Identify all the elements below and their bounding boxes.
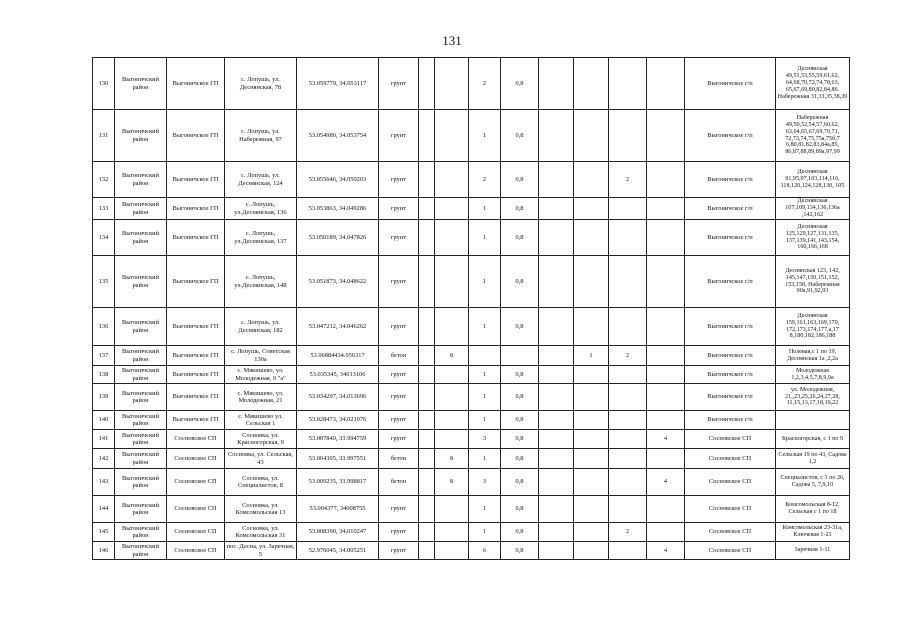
row-number: 137 <box>93 346 115 366</box>
volume-cell: 0,8 <box>501 384 539 411</box>
container-count-cell: 3 <box>469 469 501 496</box>
surface-cell: грунт <box>379 220 419 256</box>
value-cell <box>539 449 574 469</box>
surface-cell: грунт <box>379 384 419 411</box>
row-number: 141 <box>93 430 115 449</box>
value-cell <box>647 162 685 198</box>
surface-cell: грунт <box>379 256 419 308</box>
coordinates-cell: 53.004305, 33.997551 <box>297 449 379 469</box>
table-row <box>93 496 850 523</box>
row-number: 143 <box>93 469 115 496</box>
container-count-cell: 1 <box>469 496 501 523</box>
table-row <box>93 411 850 430</box>
value-cell <box>609 308 647 346</box>
row-number: 140 <box>93 411 115 430</box>
container-count-cell: 2 <box>469 58 501 110</box>
settlement-cell: Выгоничское ГП <box>167 384 225 411</box>
value-cell <box>539 496 574 523</box>
row-number: 145 <box>93 523 115 542</box>
coordinates-cell: 53.047212, 34.046262 <box>297 308 379 346</box>
coordinates-cell: 53.035345, 34013106 <box>297 366 379 384</box>
address-cell: с. Лопушь, ул.Деснянская, 148 <box>225 256 297 308</box>
value-cell: 8 <box>435 469 469 496</box>
table-row <box>93 366 850 384</box>
district-cell: Выгоничский район <box>115 198 167 220</box>
value-cell <box>574 308 609 346</box>
empty-cell <box>419 449 435 469</box>
container-count-cell: 1 <box>469 198 501 220</box>
served-addresses-cell: Деснянская 125,129,127,131,135, 137,139,141,143,154, 160,166,168 <box>776 220 850 256</box>
district-cell: Выгоничский район <box>115 542 167 560</box>
value-cell <box>609 449 647 469</box>
container-count-cell: 1 <box>469 308 501 346</box>
served-addresses-cell: Набережная 49,50,52,54,57,60,62, 63,64,65,67,69,70,71, 72,73,74,75,75а,75б,7 6,80,81,82,83,84а,85, 86,87,88,89,89а,97,99 <box>776 110 850 162</box>
value-cell <box>539 523 574 542</box>
container-count-cell: 1 <box>469 256 501 308</box>
value-cell <box>574 496 609 523</box>
value-cell <box>435 220 469 256</box>
district-cell: Выгоничский район <box>115 366 167 384</box>
address-cell: Сосновка, ул. Комсомольская 13 <box>225 496 297 523</box>
coordinates-cell: 52.976045, 34.005251 <box>297 542 379 560</box>
address-cell: с. Мякишево, ул. Молодежная, 21 <box>225 384 297 411</box>
table-row <box>93 162 850 198</box>
value-cell <box>539 469 574 496</box>
waste-sites-table <box>92 57 850 560</box>
value-cell <box>574 58 609 110</box>
owner-cell: Выгоничское г/п <box>685 411 776 430</box>
container-count-cell: 3 <box>469 430 501 449</box>
value-cell <box>609 430 647 449</box>
value-cell <box>609 384 647 411</box>
settlement-cell: Сосновское СП <box>167 449 225 469</box>
value-cell <box>647 110 685 162</box>
value-cell <box>435 162 469 198</box>
row-number: 132 <box>93 162 115 198</box>
value-cell <box>647 496 685 523</box>
served-addresses-cell: Деснянская 91,95,97,103,114,116, 118,120,124,128,130, 105 <box>776 162 850 198</box>
container-count-cell: 6 <box>469 542 501 560</box>
empty-cell <box>419 430 435 449</box>
served-addresses-cell: Красногорская, с 1 по 9 <box>776 430 850 449</box>
address-cell: с. Лопушь, Советская 130а <box>225 346 297 366</box>
value-cell <box>539 346 574 366</box>
owner-cell: Сосновское СП <box>685 469 776 496</box>
served-addresses-cell: Заречная 1-11 <box>776 542 850 560</box>
settlement-cell: Выгоничское ГП <box>167 308 225 346</box>
value-cell <box>609 220 647 256</box>
coordinates-cell: 53.055646, 34.050203 <box>297 162 379 198</box>
container-count-cell: 1 <box>469 523 501 542</box>
container-count-cell: 1 <box>469 384 501 411</box>
served-addresses-cell: Комсомольская 23-31а, Ключевая 1-23 <box>776 523 850 542</box>
settlement-cell: Сосновское СП <box>167 430 225 449</box>
value-cell <box>435 308 469 346</box>
value-cell <box>647 366 685 384</box>
volume-cell: 0,8 <box>501 411 539 430</box>
row-number: 142 <box>93 449 115 469</box>
value-cell <box>539 366 574 384</box>
row-number: 134 <box>93 220 115 256</box>
settlement-cell: Сосновское СП <box>167 469 225 496</box>
address-cell: с. Мякишево, ул. Молодежная, 9 "а" <box>225 366 297 384</box>
volume-cell <box>501 346 539 366</box>
district-cell: Выгоничский район <box>115 58 167 110</box>
value-cell <box>539 162 574 198</box>
district-cell: Выгоничский район <box>115 162 167 198</box>
settlement-cell: Выгоничское ГП <box>167 198 225 220</box>
owner-cell: Сосновское СП <box>685 523 776 542</box>
value-cell <box>539 58 574 110</box>
value-cell <box>435 542 469 560</box>
empty-cell <box>419 220 435 256</box>
value-cell <box>574 256 609 308</box>
table-row <box>93 523 850 542</box>
volume-cell: 0,8 <box>501 542 539 560</box>
volume-cell: 0,8 <box>501 110 539 162</box>
value-cell <box>539 220 574 256</box>
owner-cell: Сосновское СП <box>685 430 776 449</box>
owner-cell: Сосновское СП <box>685 449 776 469</box>
row-number: 130 <box>93 58 115 110</box>
value-cell <box>435 411 469 430</box>
coordinates-cell: 53.06884434.056317 <box>297 346 379 366</box>
served-addresses-cell: Полевая,с 1 по 19, Деснянская 1а ,2,2а <box>776 346 850 366</box>
served-addresses-cell: Деснянская 49,51,53,55,59,61,62, 64,68,70,72,74,78,63, 65,67,69,80,82,84,86. Набережная 31,33,35,38,39 <box>776 58 850 110</box>
value-cell <box>574 198 609 220</box>
empty-cell <box>419 198 435 220</box>
empty-cell <box>419 366 435 384</box>
surface-cell: бетон <box>379 346 419 366</box>
value-cell <box>539 430 574 449</box>
volume-cell: 0,8 <box>501 308 539 346</box>
district-cell: Выгоничский район <box>115 220 167 256</box>
empty-cell <box>419 110 435 162</box>
value-cell <box>435 384 469 411</box>
value-cell <box>435 496 469 523</box>
address-cell: с. Лопушь, ул.Деснянская, 137 <box>225 220 297 256</box>
empty-cell <box>419 308 435 346</box>
coordinates-cell: 53.007840, 33.994759 <box>297 430 379 449</box>
volume-cell: 0,8 <box>501 58 539 110</box>
table-row <box>93 430 850 449</box>
value-cell <box>574 220 609 256</box>
table-row <box>93 58 850 110</box>
container-count-cell: 1 <box>469 449 501 469</box>
owner-cell: Выгоничское г/п <box>685 220 776 256</box>
surface-cell: грунт <box>379 162 419 198</box>
row-number: 139 <box>93 384 115 411</box>
value-cell <box>647 220 685 256</box>
district-cell: Выгоничский район <box>115 256 167 308</box>
empty-cell <box>419 346 435 366</box>
value-cell <box>435 256 469 308</box>
row-number: 136 <box>93 308 115 346</box>
value-cell <box>435 523 469 542</box>
table-row <box>93 542 850 560</box>
row-number: 133 <box>93 198 115 220</box>
district-cell: Выгоничский район <box>115 346 167 366</box>
settlement-cell: Сосновское СП <box>167 523 225 542</box>
settlement-cell: Выгоничское ГП <box>167 411 225 430</box>
value-cell <box>435 430 469 449</box>
surface-cell: грунт <box>379 198 419 220</box>
value-cell <box>539 198 574 220</box>
value-cell: 2 <box>609 523 647 542</box>
page-number: 131 <box>442 33 462 48</box>
address-cell: Сосновка, ул. Специалистов, 8 <box>225 469 297 496</box>
value-cell: 2 <box>609 346 647 366</box>
table-row <box>93 346 850 366</box>
volume-cell: 0,8 <box>501 256 539 308</box>
coordinates-cell: 53.034297, 34.013696 <box>297 384 379 411</box>
empty-cell <box>419 384 435 411</box>
district-cell: Выгоничский район <box>115 110 167 162</box>
value-cell <box>647 411 685 430</box>
volume-cell: 0,8 <box>501 366 539 384</box>
value-cell <box>609 469 647 496</box>
volume-cell: 0,8 <box>501 220 539 256</box>
value-cell <box>647 346 685 366</box>
settlement-cell: Сосновское СП <box>167 542 225 560</box>
row-number: 138 <box>93 366 115 384</box>
empty-cell <box>419 256 435 308</box>
owner-cell: Выгоничское г/п <box>685 308 776 346</box>
address-cell: с. Лопушь, ул. Набережная, 97 <box>225 110 297 162</box>
settlement-cell: Сосновское СП <box>167 496 225 523</box>
value-cell <box>647 384 685 411</box>
empty-cell <box>419 58 435 110</box>
settlement-cell: Выгоничское ГП <box>167 220 225 256</box>
served-addresses-cell: Сельская 19 по 43, Садова 1,2 <box>776 449 850 469</box>
value-cell <box>435 198 469 220</box>
settlement-cell: Выгоничское ГП <box>167 256 225 308</box>
district-cell: Выгоничский район <box>115 469 167 496</box>
row-number: 135 <box>93 256 115 308</box>
value-cell <box>435 58 469 110</box>
row-number: 131 <box>93 110 115 162</box>
value-cell <box>647 449 685 469</box>
value-cell <box>609 366 647 384</box>
value-cell <box>574 469 609 496</box>
owner-cell: Выгоничское г/п <box>685 256 776 308</box>
coordinates-cell: 53.050189, 34.047826 <box>297 220 379 256</box>
empty-cell <box>419 162 435 198</box>
district-cell: Выгоничский район <box>115 308 167 346</box>
value-cell <box>435 110 469 162</box>
district-cell: Выгоничский район <box>115 411 167 430</box>
owner-cell: Сосновское СП <box>685 496 776 523</box>
served-addresses-cell: Деснянская 107,109,134,136,136а ,142,162 <box>776 198 850 220</box>
value-cell: 8 <box>435 449 469 469</box>
value-cell <box>574 384 609 411</box>
table-row <box>93 449 850 469</box>
served-addresses-cell <box>776 411 850 430</box>
value-cell <box>647 308 685 346</box>
empty-cell <box>419 496 435 523</box>
value-cell <box>647 198 685 220</box>
surface-cell: бетон <box>379 469 419 496</box>
value-cell <box>609 411 647 430</box>
surface-cell: грунт <box>379 308 419 346</box>
coordinates-cell: 53.028473, 34.021076 <box>297 411 379 430</box>
settlement-cell: Выгоничское ГП <box>167 162 225 198</box>
owner-cell: Выгоничское г/п <box>685 198 776 220</box>
owner-cell: Выгоничское г/п <box>685 110 776 162</box>
volume-cell: 0,8 <box>501 198 539 220</box>
address-cell: пос. Десна, ул. Заречная, 5 <box>225 542 297 560</box>
container-count-cell: 1 <box>469 110 501 162</box>
value-cell <box>574 162 609 198</box>
container-count-cell: 1 <box>469 366 501 384</box>
served-addresses-cell: Комсомольская 8-12, Сельская с 1 по 18 <box>776 496 850 523</box>
served-addresses-cell: ул. Молодежная, 21,,23,25,26,24,27,28, 11,15,13,17,18,19,22 <box>776 384 850 411</box>
coordinates-cell: 53.053863, 34.049286 <box>297 198 379 220</box>
row-number: 146 <box>93 542 115 560</box>
served-addresses-cell: Деснянская 159,161,163,169,170, 172,173,174,177,а,17 8,180,182,186,188 <box>776 308 850 346</box>
owner-cell: Выгоничское г/п <box>685 366 776 384</box>
value-cell <box>539 256 574 308</box>
coordinates-cell: 53.008390, 34.010247 <box>297 523 379 542</box>
value-cell <box>539 542 574 560</box>
coordinates-cell: 53.051873, 34.048622 <box>297 256 379 308</box>
owner-cell: Выгоничское г/п <box>685 384 776 411</box>
served-addresses-cell: Молодежная 1,2,3,4,5,7,8,9,9а <box>776 366 850 384</box>
district-cell: Выгоничский район <box>115 496 167 523</box>
surface-cell: грунт <box>379 523 419 542</box>
district-cell: Выгоничский район <box>115 384 167 411</box>
table-row <box>93 198 850 220</box>
value-cell: 4 <box>647 430 685 449</box>
value-cell <box>539 110 574 162</box>
value-cell <box>574 449 609 469</box>
value-cell <box>647 58 685 110</box>
table-row <box>93 384 850 411</box>
table-row <box>93 256 850 308</box>
surface-cell: грунт <box>379 542 419 560</box>
volume-cell: 0,8 <box>501 469 539 496</box>
value-cell <box>609 542 647 560</box>
surface-cell: грунт <box>379 496 419 523</box>
value-cell: 1 <box>574 346 609 366</box>
volume-cell: 0,8 <box>501 523 539 542</box>
district-cell: Выгоничский район <box>115 430 167 449</box>
table-row <box>93 308 850 346</box>
empty-cell <box>419 469 435 496</box>
table-row <box>93 469 850 496</box>
coordinates-cell: 53.004377, 34008755 <box>297 496 379 523</box>
value-cell <box>647 523 685 542</box>
table-row <box>93 220 850 256</box>
value-cell: 4 <box>647 542 685 560</box>
container-count-cell: 2 <box>469 162 501 198</box>
value-cell <box>609 58 647 110</box>
value-cell: 8 <box>435 346 469 366</box>
surface-cell: грунт <box>379 430 419 449</box>
value-cell: 4 <box>647 469 685 496</box>
empty-cell <box>419 542 435 560</box>
served-addresses-cell: Специалистов, с 1 по 26, Садова 5, 7,9,10 <box>776 469 850 496</box>
table-row <box>93 110 850 162</box>
value-cell <box>435 366 469 384</box>
owner-cell: Выгоничское г/п <box>685 162 776 198</box>
volume-cell: 0,8 <box>501 162 539 198</box>
coordinates-cell: 53.054980, 34.053754 <box>297 110 379 162</box>
address-cell: с. Лопушь, ул. Деснянская, 124 <box>225 162 297 198</box>
value-cell <box>539 384 574 411</box>
coordinates-cell: 53.009235, 33.998817 <box>297 469 379 496</box>
address-cell: с. Лопушь, ул. Деснянская, 182 <box>225 308 297 346</box>
coordinates-cell: 53.059779, 34.053117 <box>297 58 379 110</box>
owner-cell: Сосновское СП <box>685 542 776 560</box>
owner-cell: Выгоничское г/п <box>685 346 776 366</box>
volume-cell: 0,8 <box>501 430 539 449</box>
value-cell <box>574 366 609 384</box>
volume-cell: 0,8 <box>501 449 539 469</box>
empty-cell <box>419 523 435 542</box>
value-cell <box>539 411 574 430</box>
value-cell <box>574 523 609 542</box>
surface-cell: грунт <box>379 411 419 430</box>
owner-cell: Выгоничское г/п <box>685 58 776 110</box>
value-cell <box>574 110 609 162</box>
value-cell <box>609 256 647 308</box>
surface-cell: грунт <box>379 110 419 162</box>
container-count-cell: 1 <box>469 220 501 256</box>
empty-cell <box>419 411 435 430</box>
row-number: 144 <box>93 496 115 523</box>
surface-cell: бетон <box>379 449 419 469</box>
value-cell <box>539 308 574 346</box>
value-cell <box>574 430 609 449</box>
address-cell: Сосновка, ул. Комсомольская 31 <box>225 523 297 542</box>
container-count-cell <box>469 346 501 366</box>
volume-cell: 0,8 <box>501 496 539 523</box>
settlement-cell: Выгоничское ГП <box>167 58 225 110</box>
settlement-cell: Выгоничское ГП <box>167 366 225 384</box>
district-cell: Выгоничский район <box>115 523 167 542</box>
surface-cell: грунт <box>379 58 419 110</box>
value-cell <box>574 542 609 560</box>
value-cell <box>647 256 685 308</box>
value-cell <box>609 110 647 162</box>
address-cell: Сосновка, ул. Красногорская, 9 <box>225 430 297 449</box>
district-cell: Выгоничский район <box>115 449 167 469</box>
surface-cell: грунт <box>379 366 419 384</box>
address-cell: Сосновка, ул. Сельская, 43 <box>225 449 297 469</box>
address-cell: с. Лопушь, ул.Деснянская, 136 <box>225 198 297 220</box>
address-cell: с. Мякишево ул. Сельская 1 <box>225 411 297 430</box>
served-addresses-cell: Деснянская 123, 142, 145,147,150,151,152, 153,158, Набережная 90а,91,92,93 <box>776 256 850 308</box>
settlement-cell: Выгоничское ГП <box>167 346 225 366</box>
value-cell: 2 <box>609 162 647 198</box>
container-count-cell: 1 <box>469 411 501 430</box>
value-cell <box>574 411 609 430</box>
settlement-cell: Выгоничское ГП <box>167 110 225 162</box>
address-cell: с. Лопушь, ул. Деснянская, 78 <box>225 58 297 110</box>
value-cell <box>609 198 647 220</box>
value-cell <box>609 496 647 523</box>
